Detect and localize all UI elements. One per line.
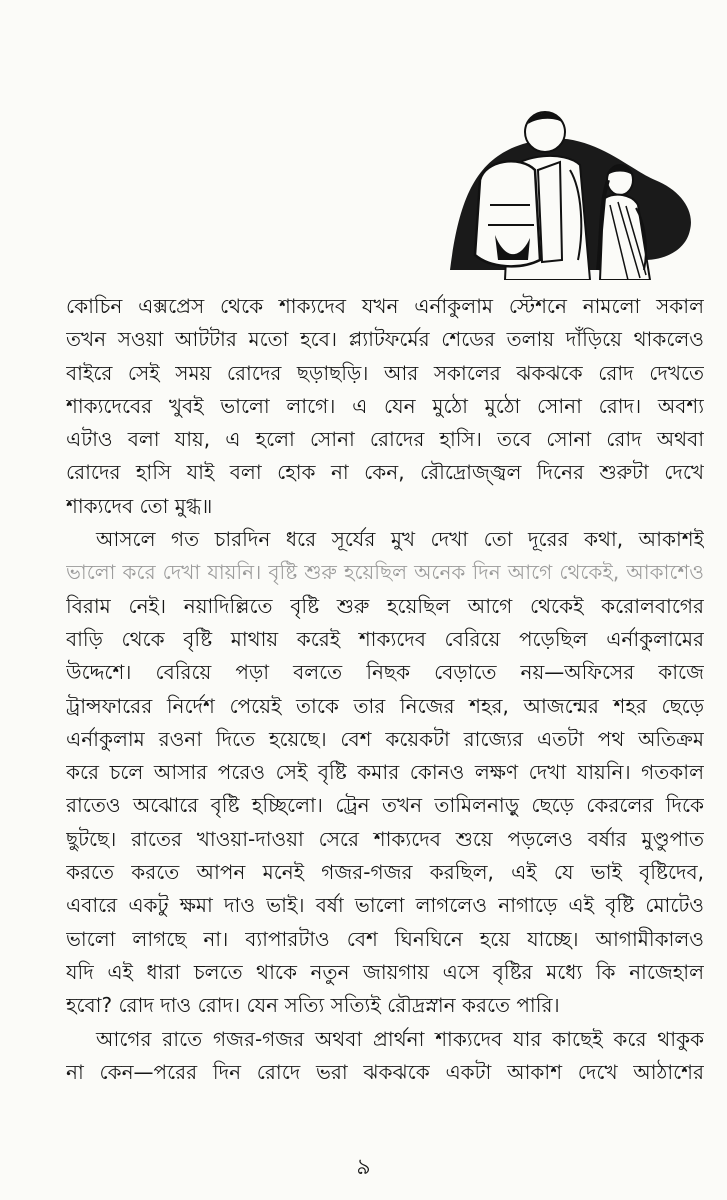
text-line: ভালো করে দেখা যায়নি। বৃষ্টি শুরু হয়েছিল অনেক দিন আগে থেকেই, আকাশেও [66, 560, 704, 585]
text-line: করতে করতে আপন মনেই গজর-গজর করছিল, এই যে ভাই বৃষ্টিদেব, [66, 860, 704, 885]
text-line: তখন সওয়া আটটার মতো হবে। প্ল্যাটফর্মের শেডের তলায় দাঁড়িয়ে থাকলেও [66, 327, 704, 352]
text-line: এর্নাকুলাম রওনা দিতে হয়েছে। বেশ কয়েকটা রাজ্যের এতটা পথ অতিক্রম [66, 726, 704, 751]
text-line: বিরাম নেই। নয়াদিল্লিতে বৃষ্টি শুরু হয়েছিল আগে থেকেই করোলবাগের [66, 593, 704, 618]
text-line: আসলে গত চারদিন ধরে সূর্যের মুখ দেখা তো দূরের কথা, আকাশই [96, 527, 704, 552]
text-line: বাড়ি থেকে বৃষ্টি মাথায় করেই শাক্যদেব বেরিয়ে পড়েছিল এর্নাকুলামের [66, 626, 704, 651]
text-line: এবারে একটু ক্ষমা দাও ভাই। বর্ষা ভালো লাগলেও নাগাড়ে এই বৃষ্টি মোটেও [66, 893, 704, 918]
text-line: আগের রাতে গজর-গজর অথবা প্রার্থনা শাক্যদেব যার কাছেই করে থাকুক [96, 1026, 704, 1051]
text-line: হবো? রোদ দাও রোদ। যেন সত্যি সত্যিই রৌদ্রস্নান করতে পারি। [66, 993, 560, 1018]
text-line: রোদের হাসি যাই বলা হোক না কেন, রৌদ্রোজ্জ্বল দিনের শুরুটা দেখে [66, 460, 704, 485]
text-line: না কেন—পরের দিন রোদে ভরা ঝকঝকে একটা আকাশ দেখে আঠাশের [66, 1059, 704, 1084]
couple-at-station-illustration [450, 110, 695, 280]
text-line: যদি এই ধারা চলতে থাকে নতুন জায়গায় এসে বৃষ্টির মধ্যে কি নাজেহাল [66, 959, 704, 984]
text-line: এটাও বলা যায়, এ হলো সোনা রোদের হাসি। তবে সোনা রোদ অথবা [66, 427, 704, 452]
text-line: ছুটছে। রাতের খাওয়া-দাওয়া সেরে শাক্যদেব শুয়ে পড়লেও বর্ষার মুণ্ডুপাত [66, 826, 704, 851]
text-line: শাক্যদেবের খুবই ভালো লাগে। এ যেন মুঠো মুঠো সোনা রোদ। অবশ্য [66, 393, 704, 418]
text-line: বাইরে সেই সময় রোদের ছড়াছড়ি। আর সকালের ঝকঝকে রোদ দেখতে [66, 360, 704, 385]
text-line: শাক্যদেব তো মুগ্ধ॥ [66, 493, 213, 518]
text-line: করে চলে আসার পরেও সেই বৃষ্টি কমার কোনও লক্ষণ দেখা যায়নি। গতকাল [66, 760, 704, 785]
story-text [66, 290, 704, 1089]
text-line: উদ্দেশে। বেরিয়ে পড়া বলতে নিছক বেড়াতে নয়—অফিসের কাজে [66, 660, 704, 685]
page-number: ৯ [356, 1155, 371, 1180]
text-line: কোচিন এক্সপ্রেস থেকে শাক্যদেব যখন এর্নাকুলাম স্টেশনে নামলো সকাল [66, 294, 704, 318]
text-line: ট্রান্সফারের নির্দেশ পেয়েই তাকে তার নিজের শহর, আজন্মের শহর ছেড়ে [66, 693, 704, 718]
text-line: ভালো লাগছে না। ব্যাপারটাও বেশ ঘিনঘিনে হয়ে যাচ্ছে। আগামীকালও [66, 926, 704, 951]
text-line: রাতেও অঝোরে বৃষ্টি হচ্ছিলো। ট্রেন তখন তামিলনাড়ু ছেড়ে কেরলের দিকে [66, 793, 704, 818]
